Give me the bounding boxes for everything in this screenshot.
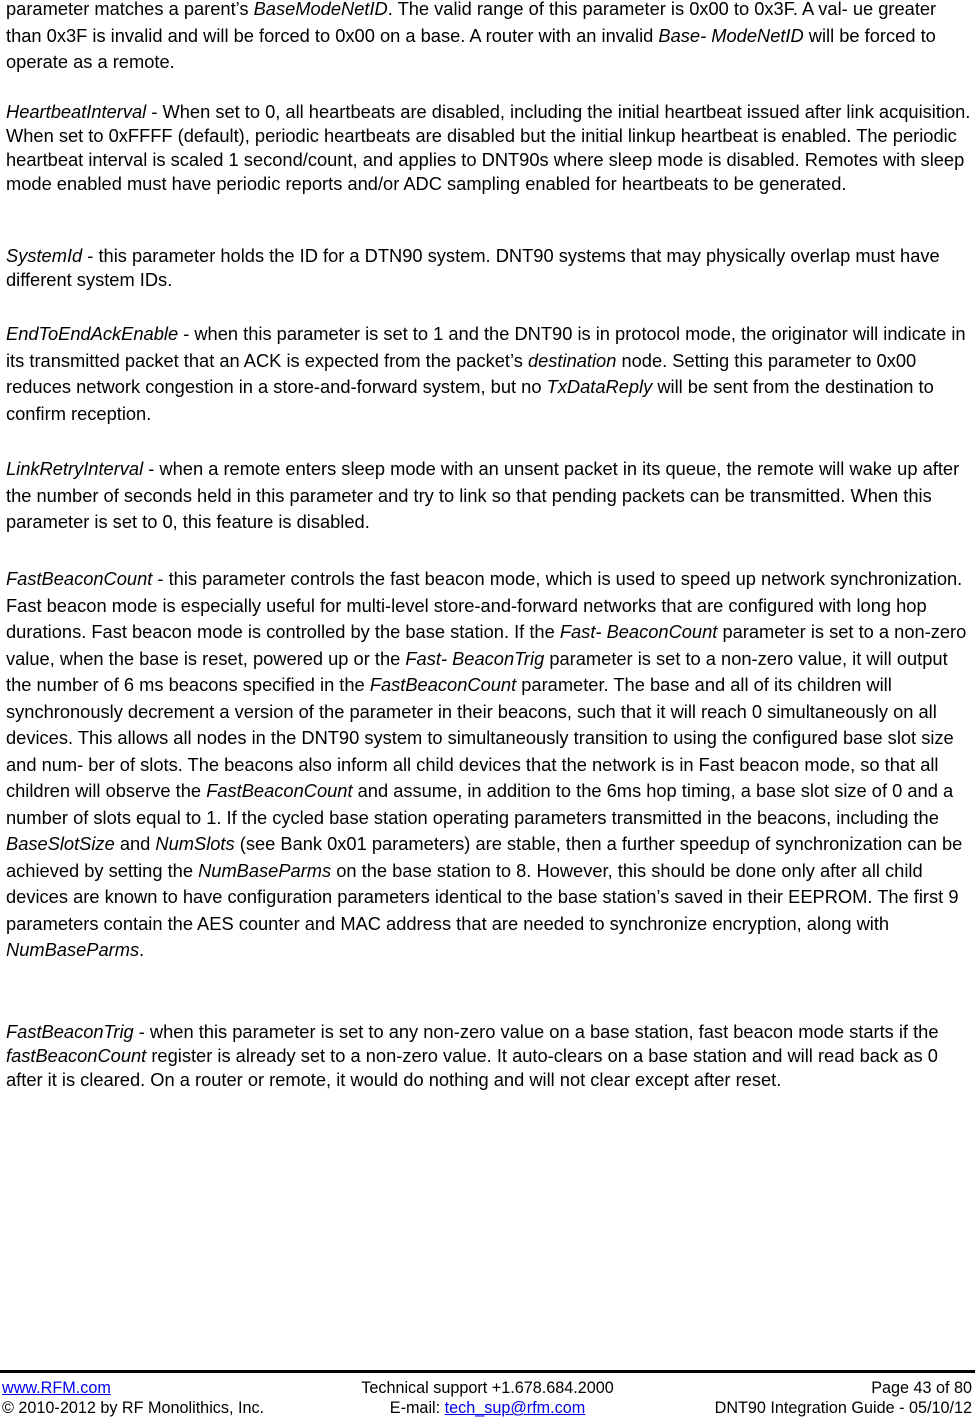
param-name: SystemId: [6, 245, 83, 266]
param-name: LinkRetryInterval: [6, 458, 144, 479]
param-name: BaseModeNetID: [253, 0, 388, 19]
text: - When set to 0, all heartbeats are disabled, including the initial heartbeat issued after link acquisition. When set to 0xFFFF (default), periodic heartbeats are disabled but the initial linkup heartbeat is enabled. The periodic heartbeat interval is scaled 1 second/count, and applies to DNT90s where sleep mode is disabled. Remotes with sleep mode enabled must have periodic reports and/or ADC sampling enabled for heartbeats to be generated.: [6, 101, 971, 194]
footer-row-bottom: [0, 1398, 975, 1418]
param-name: fastBeaconCount: [6, 1045, 147, 1066]
paragraph-link-retry-interval: [6, 456, 974, 536]
text: - this parameter holds the ID for a DTN90 system. DNT90 systems that may physically overlap must have different system IDs.: [6, 245, 940, 290]
param-name: Fast- BeaconCount: [559, 621, 718, 642]
param-name: NumBaseParms: [6, 939, 140, 960]
email-label: E-mail:: [389, 1399, 445, 1417]
param-name: EndToEndAckEnable: [6, 323, 179, 344]
text: - this parameter controls the fast beacon mode, which is used to speed up network synchronization. Fast beacon mode is especially useful for multi-level store-and-forward networks that are configured with long hop durations. Fast beacon mode is controlled by the base station. If the: [6, 568, 963, 642]
text: - when this parameter is set to 1 and the DNT90 is in protocol mode, the originator will indicate in its transmitted packet that an ACK is expected from the packet’s: [6, 323, 966, 371]
param-name: HeartbeatInterval: [6, 101, 147, 122]
param-name: FastBeaconCount: [6, 568, 153, 589]
website-link[interactable]: www.RFM.com: [2, 1379, 111, 1397]
param-name: Fast- BeaconTrig: [405, 647, 545, 669]
text: (see Bank 0x01 parameters) are stable, then a further speedup of synchronization can be achieved by setting the: [6, 833, 963, 881]
footer-page-number: Page 43 of 80: [871, 1379, 972, 1397]
footer-row-top: [0, 1378, 975, 1398]
text: - when a remote enters sleep mode with an unsent packet in its queue, the remote will wake up after the number of seconds held in this parameter and try to link so that pending packets can be transmitted. When this parameter is set to 0, this feature is disabled.: [6, 458, 960, 532]
text: on the base station to 8. However, this should be done only after all child devices are known to have configuration parameters identical to the base station’s saved in their EEPROM. The first 9 parameters contain the AES counter and MAC address that are needed to synchronize encryption, along with: [6, 859, 959, 934]
footer-support-phone: Technical support +1.678.684.2000: [361, 1379, 614, 1397]
text: parameter is set to a non-zero value, when the base is reset, powered up or the: [6, 621, 967, 669]
page-footer: [0, 1378, 975, 1418]
param-name: NumSlots: [155, 833, 235, 854]
param-name: TxDataReply: [546, 376, 653, 397]
text: will be sent from the destination to confirm reception.: [6, 376, 934, 424]
paragraph-system-id: [6, 244, 974, 292]
text: parameter. The base and all of its children will synchronously decrement a version of the parameter in their beacons, such that it will reach 0 simultaneously on all devices. This allows all nodes in the DNT90 system to simultaneously transition to using the configured base slot size and num- ber of slots. The beacons also inform all child devices that the network is in Fast beacon mode, so that all children will observe the: [6, 674, 954, 801]
text: parameter is set to a non-zero value, it will output the number of 6 ms beacons specified in the: [6, 647, 948, 695]
text: node. Setting this parameter to 0x00 reduces network congestion in a store-and-forward system, but no: [6, 349, 917, 397]
param-name: destination: [527, 349, 617, 371]
param-name: BaseSlotSize: [6, 833, 115, 854]
paragraph-fast-beacon-trig: [6, 1020, 974, 1092]
footer-divider: [0, 1370, 975, 1373]
text: register is already set to a non-zero value. It auto-clears on a base station and will read back as 0 after it is cleared. On a router or remote, it would do nothing and will not clear except after reset.: [6, 1045, 938, 1090]
text: parameter matches a parent’s: [6, 0, 254, 19]
text: . The valid range of this parameter is 0x00 to 0x3F. A val- ue greater than 0x3F is invalid and will be forced to 0x00 on a base. A router with an invalid: [6, 0, 937, 46]
paragraph-end-to-end-ack-enable: [6, 321, 974, 427]
text: .: [139, 939, 145, 960]
param-name: Base- ModeNetID: [658, 24, 804, 46]
text: and: [114, 833, 156, 854]
text: and assume, in addition to the 6ms hop timing, a base slot size of 0 and a number of slots equal to 1. If the cycled base station operating parameters transmitted in the beacons, including the: [6, 780, 954, 828]
text: - when this parameter is set to any non-zero value on a base station, fast beacon mode starts if the: [133, 1021, 939, 1042]
paragraph-heartbeat-interval: [6, 100, 974, 196]
paragraph-fast-beacon-count: [6, 566, 974, 964]
paragraph-base-mode-net-id: [6, 0, 974, 76]
text: will be forced to operate as a remote.: [6, 24, 936, 72]
footer-guide-title: DNT90 Integration Guide - 05/10/12: [714, 1399, 972, 1417]
param-name: NumBaseParms: [198, 859, 332, 881]
param-name: FastBeaconCount: [206, 780, 353, 801]
param-name: FastBeaconTrig: [6, 1021, 134, 1042]
param-name: FastBeaconCount: [369, 674, 517, 695]
footer-copyright: © 2010-2012 by RF Monolithics, Inc.: [2, 1399, 265, 1417]
email-link[interactable]: tech_sup@rfm.com: [444, 1399, 586, 1417]
